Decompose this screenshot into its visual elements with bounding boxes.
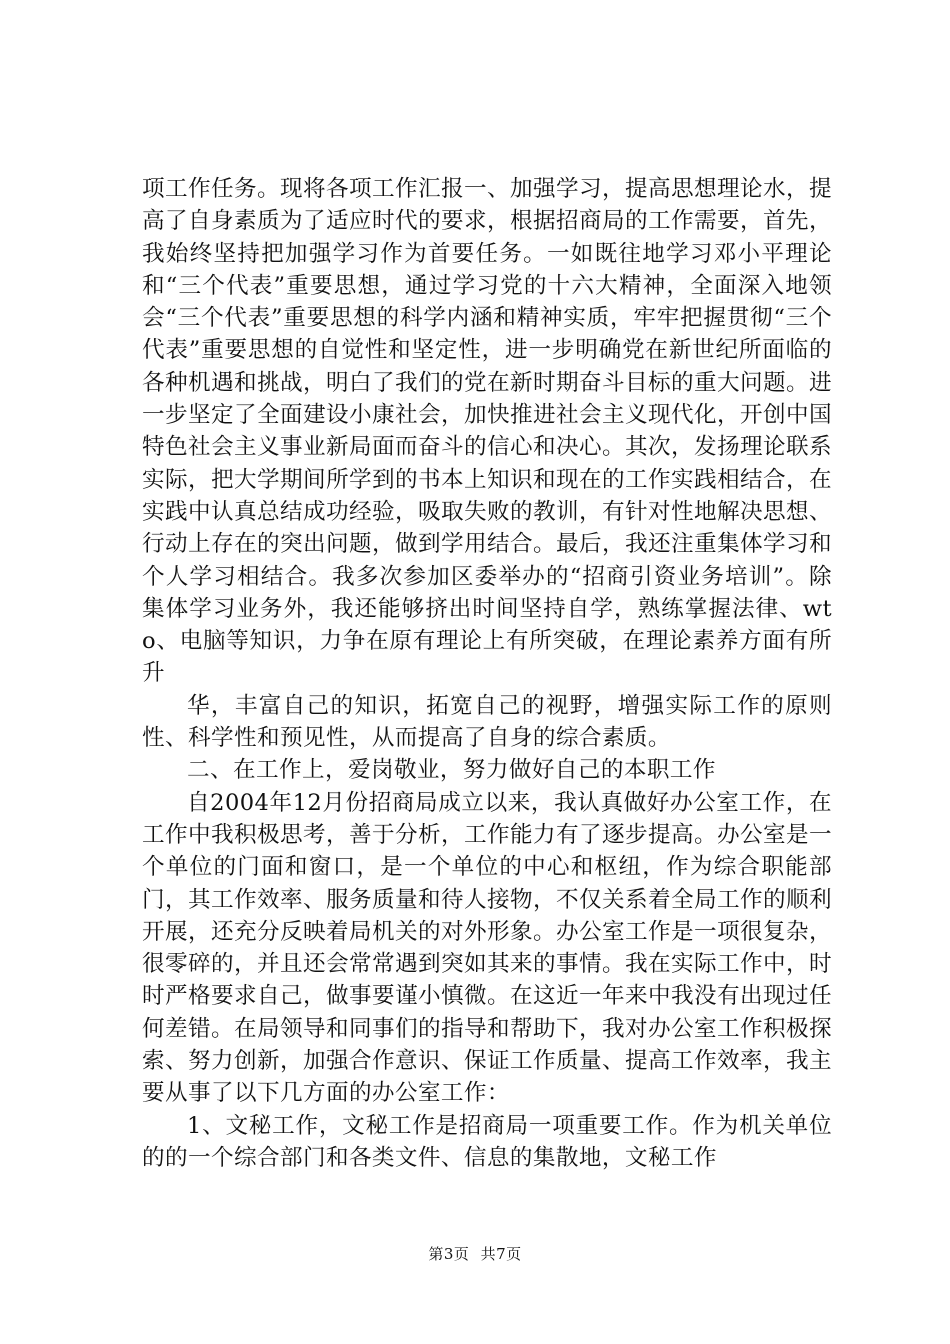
paragraph-study-continued: 华，丰富自己的知识，拓宽自己的视野，增强实际工作的原则性、科学性和预见性，从而提高了自身的综合素质。 — [142, 692, 832, 752]
paragraph-office-work: 自2004年12月份招商局成立以来，我认真做好办公室工作，在工作中我积极思考，善于分析，工作能力有了逐步提高。办公室是一个单位的门面和窗口，是一个单位的中心和枢纽，作为综合职能部门，其工作效率、服务质量和待人接物，不仅关系着全局工作的顺利开展，还充分反映着局机关的对外形象。办公室工作是一项很复杂，很零碎的，并且还会常常遇到突如其来的事情。我在实际工作中，时时严格要求自己，做事要谨小慎微。在这近一年来中我没有出现过任何差错。在局领导和同事们的指导和帮助下，我对办公室工作积极探索、努力创新，加强合作意识、保证工作质量、提高工作效率，我主要从事了以下几方面的办公室工作： — [142, 789, 832, 1107]
page-number: 第3页 — [428, 1245, 470, 1263]
page-footer — [0, 1244, 950, 1264]
paragraph-study: 项工作任务。现将各项工作汇报一、加强学习，提高思想理论水，提高了自身素质为了适应时代的要求，根据招商局的工作需要，首先，我始终坚持把加强学习作为首要任务。一如既往地学习邓小平理论和“三个代表”重要思想，通过学习党的十六大精神，全面深入地领会“三个代表”重要思想的科学内涵和精神实质，牢牢把握贯彻“三个代表”重要思想的自觉性和坚定性，进一步明确党在新世纪所面临的各种机遇和挑战，明白了我们的党在新时期奋斗目标的重大问题。进一步坚定了全面建设小康社会，加快推进社会主义现代化，开创中国特色社会主义事业新局面而奋斗的信心和决心。其次，发扬理论联系实际，把大学期间所学到的书本上知识和现在的工作实践相结合，在实践中认真总结成功经验，吸取失败的教训，有针对性地解决思想、行动上存在的突出问题，做到学用结合。最后，我还注重集体学习和个人学习相结合。我多次参加区委举办的“招商引资业务培训”。除集体学习业务外，我还能够挤出时间坚持自学，熟练掌握法律、wto、电脑等知识，力争在原有理论上有所突破，在理论素养方面有所升 — [142, 176, 832, 687]
page-total: 共7页 — [480, 1245, 522, 1263]
paragraph-secretarial-work: 1、文秘工作，文秘工作是招商局一项重要工作。作为机关单位的的一个综合部门和各类文件、信息的集散地，文秘工作 — [142, 1112, 832, 1171]
section-heading-work: 二、在工作上，爱岗敬业，努力做好自己的本职工作 — [187, 757, 716, 784]
document-body — [142, 173, 832, 1174]
